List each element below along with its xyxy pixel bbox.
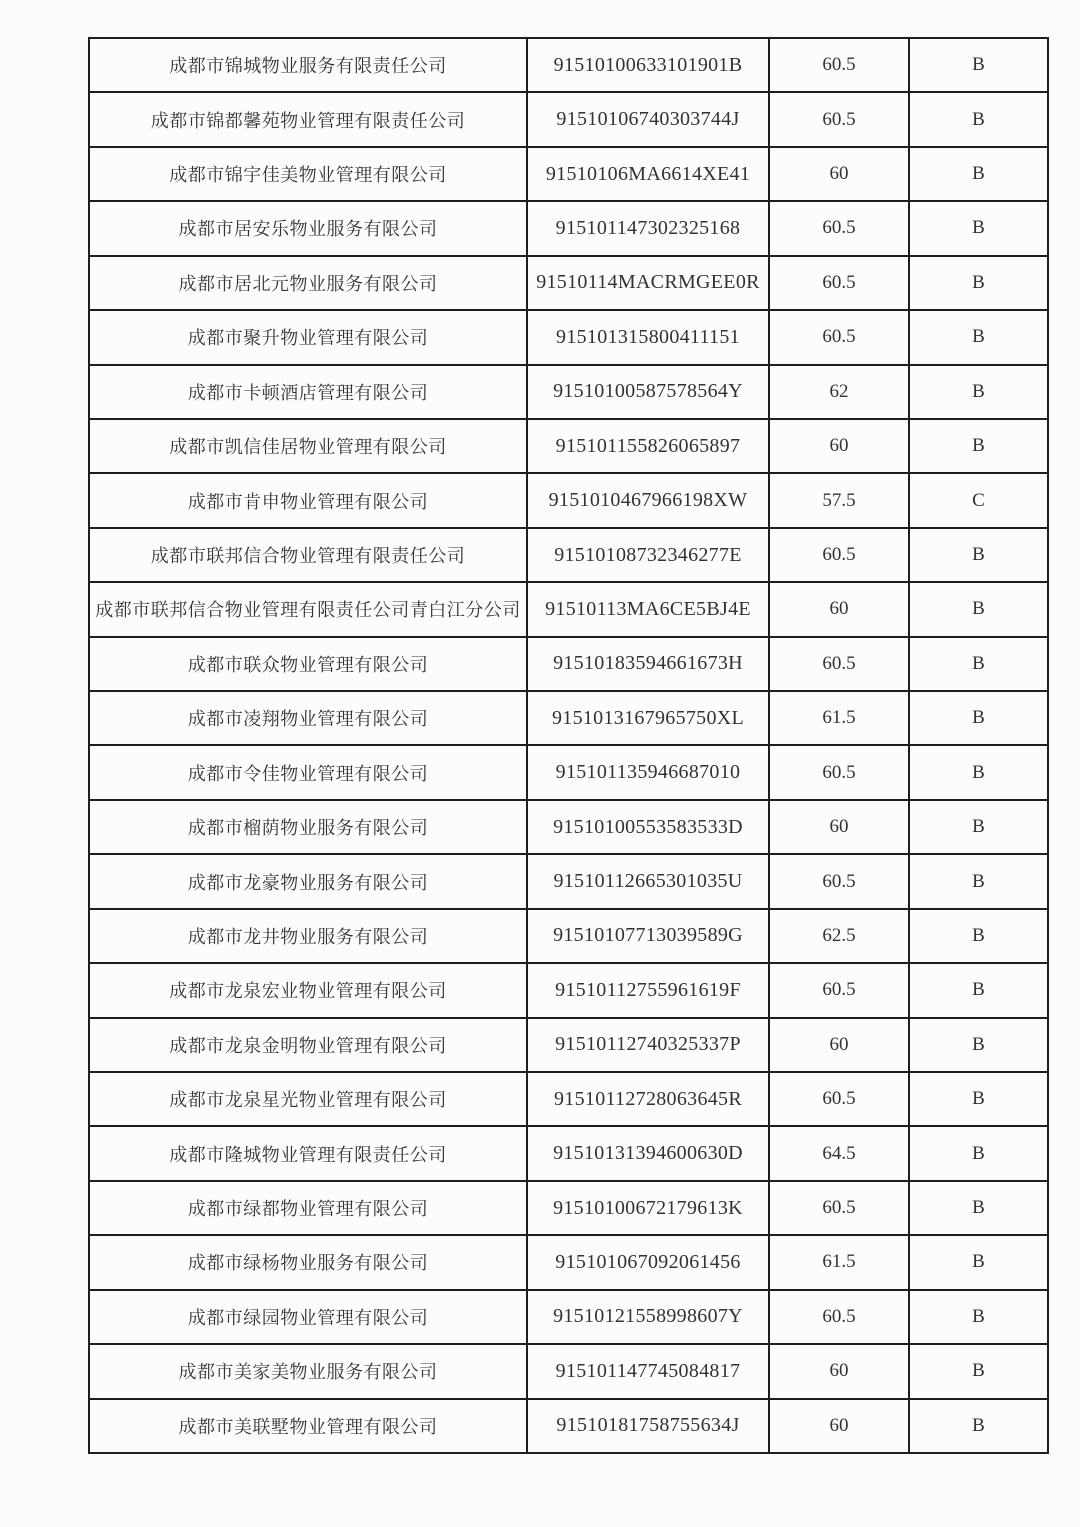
company-name-cell: 成都市肯申物业管理有限公司 [89, 473, 527, 527]
score-cell: 61.5 [769, 691, 909, 745]
grade-cell: B [909, 419, 1048, 473]
score-cell: 61.5 [769, 1235, 909, 1289]
score-cell: 60.5 [769, 256, 909, 310]
company-name-cell: 成都市卡顿酒店管理有限公司 [89, 365, 527, 419]
table-row [89, 909, 1048, 963]
score-cell: 60.5 [769, 1072, 909, 1126]
company-rating-table [88, 37, 1049, 1454]
table-row [89, 963, 1048, 1017]
table-row [89, 528, 1048, 582]
grade-cell: B [909, 1235, 1048, 1289]
credit-code-cell: 91510183594661673H [527, 637, 769, 691]
credit-code-cell: 91510108732346277E [527, 528, 769, 582]
credit-code-cell: 91510112728063645R [527, 1072, 769, 1126]
table-row [89, 256, 1048, 310]
score-cell: 60 [769, 419, 909, 473]
company-name-cell: 成都市榴荫物业服务有限公司 [89, 800, 527, 854]
company-name-cell: 成都市绿园物业管理有限公司 [89, 1290, 527, 1344]
credit-code-cell: 915101147745084817 [527, 1344, 769, 1398]
table-row [89, 1018, 1048, 1072]
company-name-cell: 成都市龙井物业服务有限公司 [89, 909, 527, 963]
score-cell: 60.5 [769, 637, 909, 691]
table-row [89, 854, 1048, 908]
table-row [89, 473, 1048, 527]
grade-cell: C [909, 473, 1048, 527]
credit-code-cell: 91510113MA6CE5BJ4E [527, 582, 769, 636]
credit-code-cell: 9151010467966198XW [527, 473, 769, 527]
credit-code-cell: 915101315800411151 [527, 310, 769, 364]
grade-cell: B [909, 256, 1048, 310]
table-row [89, 1344, 1048, 1398]
score-cell: 57.5 [769, 473, 909, 527]
grade-cell: B [909, 745, 1048, 799]
table-row [89, 310, 1048, 364]
credit-code-cell: 91510106MA6614XE41 [527, 147, 769, 201]
company-name-cell: 成都市龙豪物业服务有限公司 [89, 854, 527, 908]
credit-code-cell: 91510112665301035U [527, 854, 769, 908]
table-row [89, 38, 1048, 92]
company-name-cell: 成都市联邦信合物业管理有限责任公司青白江分公司 [89, 582, 527, 636]
company-name-cell: 成都市美家美物业服务有限公司 [89, 1344, 527, 1398]
table-row [89, 1235, 1048, 1289]
table-row [89, 582, 1048, 636]
grade-cell: B [909, 637, 1048, 691]
company-name-cell: 成都市锦都馨苑物业管理有限责任公司 [89, 92, 527, 146]
credit-code-cell: 915101147302325168 [527, 201, 769, 255]
score-cell: 60.5 [769, 310, 909, 364]
company-name-cell: 成都市龙泉星光物业管理有限公司 [89, 1072, 527, 1126]
grade-cell: B [909, 365, 1048, 419]
table-row [89, 1290, 1048, 1344]
score-cell: 60.5 [769, 38, 909, 92]
grade-cell: B [909, 147, 1048, 201]
company-name-cell: 成都市凯信佳居物业管理有限公司 [89, 419, 527, 473]
company-name-cell: 成都市聚升物业管理有限公司 [89, 310, 527, 364]
grade-cell: B [909, 1344, 1048, 1398]
credit-code-cell: 91510106740303744J [527, 92, 769, 146]
score-cell: 60.5 [769, 1290, 909, 1344]
company-name-cell: 成都市居安乐物业服务有限公司 [89, 201, 527, 255]
company-name-cell: 成都市龙泉金明物业管理有限公司 [89, 1018, 527, 1072]
credit-code-cell: 91510131394600630D [527, 1126, 769, 1180]
score-cell: 60 [769, 147, 909, 201]
credit-code-cell: 91510181758755634J [527, 1399, 769, 1453]
score-cell: 60.5 [769, 963, 909, 1017]
table-row [89, 419, 1048, 473]
credit-code-cell: 91510107713039589G [527, 909, 769, 963]
grade-cell: B [909, 1018, 1048, 1072]
company-name-cell: 成都市美联墅物业管理有限公司 [89, 1399, 527, 1453]
credit-code-cell: 9151013167965750XL [527, 691, 769, 745]
table-row [89, 92, 1048, 146]
table-body [89, 38, 1048, 1453]
score-cell: 60 [769, 1399, 909, 1453]
company-name-cell: 成都市隆城物业管理有限责任公司 [89, 1126, 527, 1180]
company-name-cell: 成都市联邦信合物业管理有限责任公司 [89, 528, 527, 582]
credit-code-cell: 91510112755961619F [527, 963, 769, 1017]
grade-cell: B [909, 1126, 1048, 1180]
score-cell: 60 [769, 582, 909, 636]
credit-code-cell: 915101155826065897 [527, 419, 769, 473]
table-row [89, 201, 1048, 255]
score-cell: 60.5 [769, 92, 909, 146]
grade-cell: B [909, 691, 1048, 745]
company-name-cell: 成都市锦宇佳美物业管理有限公司 [89, 147, 527, 201]
grade-cell: B [909, 909, 1048, 963]
table-row [89, 1399, 1048, 1453]
score-cell: 64.5 [769, 1126, 909, 1180]
company-name-cell: 成都市绿都物业管理有限公司 [89, 1181, 527, 1235]
company-name-cell: 成都市居北元物业服务有限公司 [89, 256, 527, 310]
grade-cell: B [909, 92, 1048, 146]
credit-code-cell: 91510100587578564Y [527, 365, 769, 419]
score-cell: 60.5 [769, 854, 909, 908]
score-cell: 60.5 [769, 528, 909, 582]
grade-cell: B [909, 310, 1048, 364]
company-name-cell: 成都市绿杨物业服务有限公司 [89, 1235, 527, 1289]
company-name-cell: 成都市龙泉宏业物业管理有限公司 [89, 963, 527, 1017]
credit-code-cell: 91510100553583533D [527, 800, 769, 854]
score-cell: 62 [769, 365, 909, 419]
table-row [89, 1072, 1048, 1126]
credit-code-cell: 91510100672179613K [527, 1181, 769, 1235]
grade-cell: B [909, 1072, 1048, 1126]
score-cell: 62.5 [769, 909, 909, 963]
table-row [89, 637, 1048, 691]
score-cell: 60 [769, 800, 909, 854]
grade-cell: B [909, 582, 1048, 636]
credit-code-cell: 91510121558998607Y [527, 1290, 769, 1344]
table-row [89, 1181, 1048, 1235]
credit-code-cell: 91510112740325337P [527, 1018, 769, 1072]
table-row [89, 1126, 1048, 1180]
table-row [89, 800, 1048, 854]
company-name-cell: 成都市联众物业管理有限公司 [89, 637, 527, 691]
grade-cell: B [909, 1290, 1048, 1344]
credit-code-cell: 91510114MACRMGEE0R [527, 256, 769, 310]
score-cell: 60.5 [769, 745, 909, 799]
score-cell: 60.5 [769, 201, 909, 255]
table-row [89, 365, 1048, 419]
credit-code-cell: 91510100633101901B [527, 38, 769, 92]
grade-cell: B [909, 854, 1048, 908]
grade-cell: B [909, 963, 1048, 1017]
table-row [89, 691, 1048, 745]
grade-cell: B [909, 800, 1048, 854]
score-cell: 60.5 [769, 1181, 909, 1235]
table-row [89, 745, 1048, 799]
company-name-cell: 成都市锦城物业服务有限责任公司 [89, 38, 527, 92]
grade-cell: B [909, 38, 1048, 92]
company-name-cell: 成都市令佳物业管理有限公司 [89, 745, 527, 799]
grade-cell: B [909, 1181, 1048, 1235]
grade-cell: B [909, 1399, 1048, 1453]
table-row [89, 147, 1048, 201]
score-cell: 60 [769, 1018, 909, 1072]
grade-cell: B [909, 528, 1048, 582]
credit-code-cell: 915101135946687010 [527, 745, 769, 799]
company-name-cell: 成都市凌翔物业管理有限公司 [89, 691, 527, 745]
score-cell: 60 [769, 1344, 909, 1398]
grade-cell: B [909, 201, 1048, 255]
credit-code-cell: 915101067092061456 [527, 1235, 769, 1289]
